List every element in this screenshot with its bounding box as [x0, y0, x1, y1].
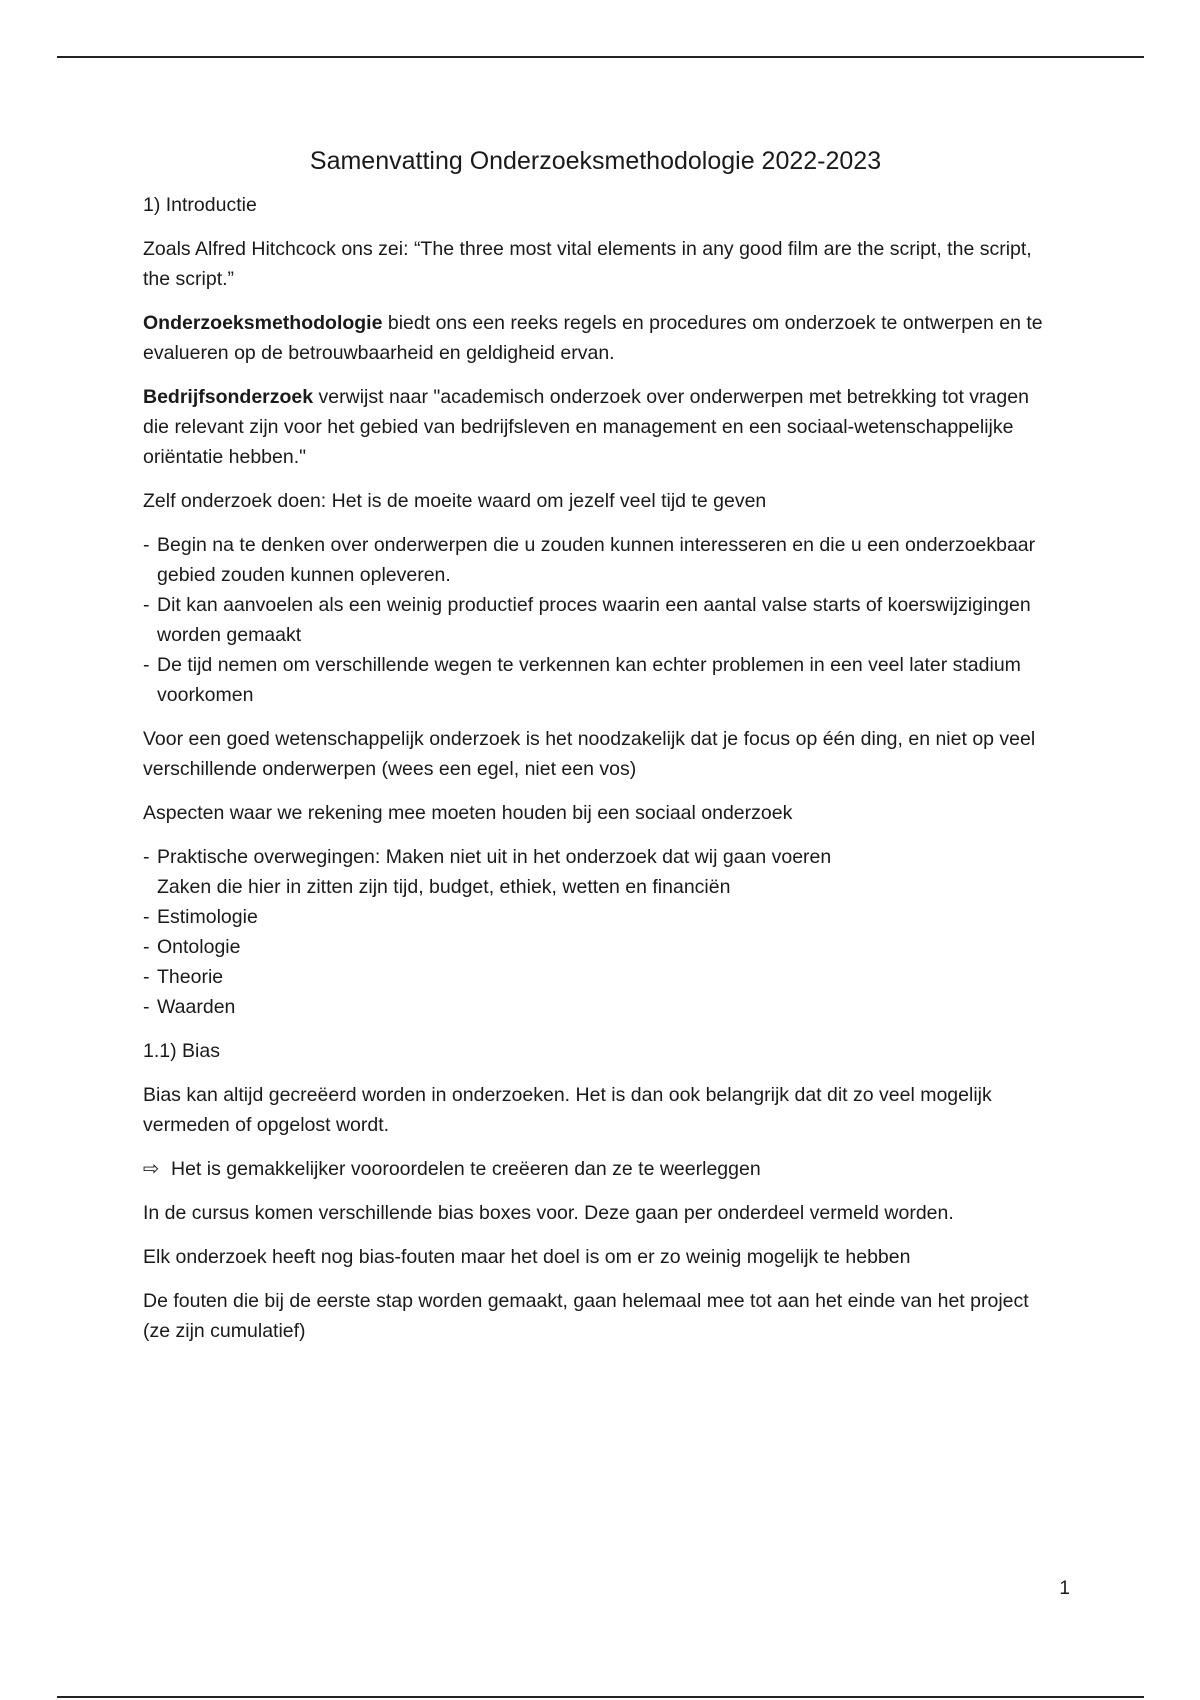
paragraph-bedrijfsonderzoek: [143, 382, 1048, 472]
arrow-note: [143, 1154, 1048, 1184]
section-heading-introductie: 1) Introductie: [143, 194, 257, 216]
arrow-note-text: Het is gemakkelijker vooroordelen te creëeren dan ze te weerleggen: [171, 1158, 761, 1180]
aspecten-list: [143, 842, 1048, 1022]
list-item-line: Zaken die hier in zitten zijn tijd, budget, ethiek, wetten en financiën: [157, 876, 731, 898]
list-item: - Waarden: [143, 992, 1048, 1022]
zelf-onderzoek-intro: Zelf onderzoek doen: Het is de moeite waard om jezelf veel tijd te geven: [143, 490, 767, 512]
definition-onderzoeksmethodologie: biedt ons een reeks regels en procedures om onderzoek te ontwerpen en te evalueren op de betrouwbaarheid en geldigheid ervan.: [143, 312, 1043, 364]
zelf-onderzoek-list: [143, 530, 1048, 710]
page-title: Samenvatting Onderzoeksmethodologie 2022-2023: [309, 147, 882, 175]
arrow-right-icon: ⇨: [143, 1158, 160, 1180]
list-item: - Estimologie: [143, 902, 1048, 932]
definition-bedrijfsonderzoek: verwijst naar "academisch onderzoek over onderwerpen met betrekking tot vragen die relevant zijn voor het gebied van bedrijfsleven en management en een sociaal-wetenschappelijke oriëntatie hebben.": [143, 386, 1029, 468]
bias-paragraph: Bias kan altijd gecreëerd worden in onderzoeken. Het is dan ook belangrijk dat dit zo veel mogelijk vermeden of opgelost wordt.: [143, 1084, 992, 1136]
hitchcock-quote: Zoals Alfred Hitchcock ons zei: “The three most vital elements in any good film are the script, the script, the script.”: [143, 238, 1032, 290]
paragraph-onderzoeksmethodologie: [143, 308, 1048, 368]
page-number: 1: [1059, 1578, 1070, 1599]
cumulative-errors-paragraph: De fouten die bij de eerste stap worden gemaakt, gaan helemaal mee tot aan het einde van het project (ze zijn cumulatief): [143, 1290, 1029, 1342]
list-item: - Ontologie: [143, 932, 1048, 962]
list-item-line: Praktische overwegingen: Maken niet uit in het onderzoek dat wij gaan voeren: [157, 846, 832, 868]
header-rule: [57, 56, 1144, 58]
list-item: - Theorie: [143, 962, 1048, 992]
focus-paragraph: Voor een goed wetenschappelijk onderzoek is het noodzakelijk dat je focus op één ding, en niet op veel verschillende onderwerpen (wees een egel, niet een vos): [143, 728, 1036, 780]
term-bedrijfsonderzoek: Bedrijfsonderzoek: [143, 386, 314, 408]
term-onderzoeksmethodologie: Onderzoeksmethodologie: [143, 312, 383, 334]
document-body: [143, 144, 1048, 1360]
footer-rule: [57, 1696, 1144, 1698]
bias-boxes-paragraph: In de cursus komen verschillende bias boxes voor. Deze gaan per onderdeel vermeld worden.: [143, 1202, 954, 1224]
list-item: - Dit kan aanvoelen als een weinig productief proces waarin een aantal valse starts of koerswijzigingen worden gemaakt: [143, 590, 1048, 650]
aspecten-intro: Aspecten waar we rekening mee moeten houden bij een sociaal onderzoek: [143, 802, 793, 824]
section-heading-bias: 1.1) Bias: [143, 1040, 220, 1062]
list-item: [143, 842, 1048, 902]
bias-errors-paragraph: Elk onderzoek heeft nog bias-fouten maar het doel is om er zo weinig mogelijk te hebben: [143, 1246, 911, 1268]
list-item: - De tijd nemen om verschillende wegen te verkennen kan echter problemen in een veel later stadium voorkomen: [143, 650, 1048, 710]
list-item: - Begin na te denken over onderwerpen die u zouden kunnen interesseren en die u een onderzoekbaar gebied zouden kunnen opleveren.: [143, 530, 1048, 590]
